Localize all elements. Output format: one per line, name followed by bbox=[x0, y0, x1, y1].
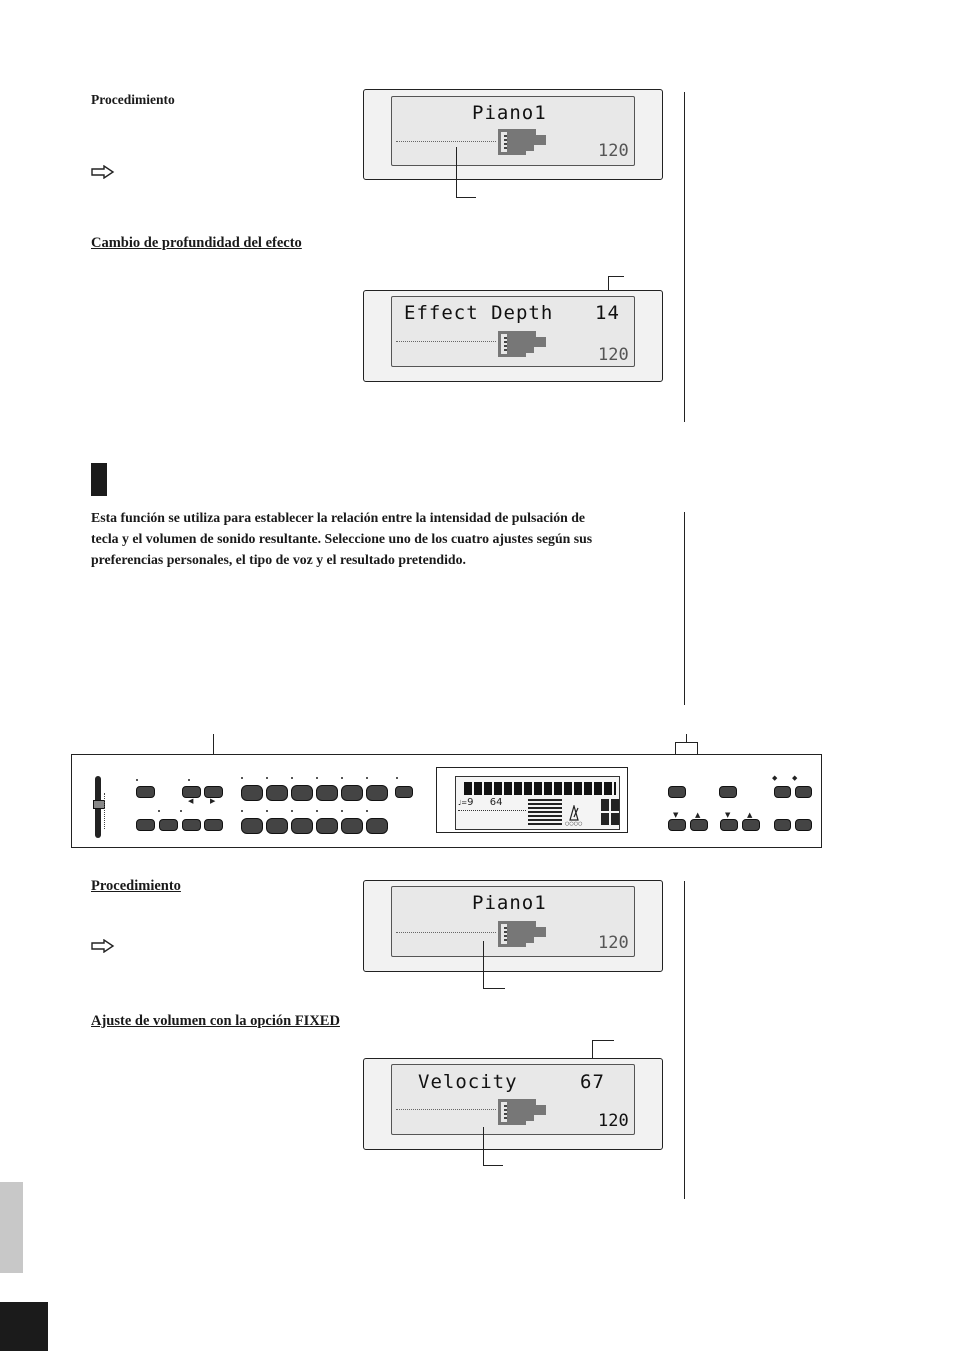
voice-button[interactable] bbox=[341, 818, 363, 834]
panel-button[interactable] bbox=[395, 786, 413, 798]
section-heading: Ajuste de volumen con la opción FIXED bbox=[91, 1013, 340, 1029]
section-marker bbox=[91, 463, 107, 496]
panel-button[interactable] bbox=[204, 819, 223, 831]
panel-button[interactable] bbox=[182, 819, 201, 831]
callout-line bbox=[456, 197, 476, 199]
panel-button[interactable] bbox=[795, 786, 812, 798]
slider-scale bbox=[104, 793, 108, 829]
lcd-voice-name: Piano1 bbox=[472, 892, 547, 914]
arrow-down-icon: ▼ bbox=[673, 811, 679, 819]
voice-button[interactable] bbox=[241, 818, 263, 834]
paragraph-line: tecla y el volumen de sonido resultante. Seleccione uno de los cuatro ajustes según sus bbox=[91, 531, 593, 546]
piano-icon bbox=[496, 1097, 548, 1127]
voice-button[interactable] bbox=[241, 785, 263, 801]
control-panel bbox=[71, 754, 822, 848]
lcd-display bbox=[363, 880, 663, 972]
arrow-right-icon: ▶ bbox=[210, 797, 216, 805]
callout-line bbox=[483, 941, 485, 988]
lcd-display bbox=[363, 290, 663, 382]
voice-button[interactable] bbox=[291, 785, 313, 801]
lcd-voice-name: Piano1 bbox=[472, 102, 547, 124]
chapter-tab bbox=[0, 1182, 23, 1273]
page-number-tab bbox=[0, 1302, 48, 1351]
procedure-label: Procedimiento bbox=[91, 92, 175, 107]
piano-icon bbox=[496, 127, 548, 157]
paragraph-line: preferencias personales, el tipo de voz y el resultado pretendido. bbox=[91, 552, 466, 567]
callout-line bbox=[592, 1040, 614, 1042]
lcd-tempo: 120 bbox=[598, 141, 629, 161]
voice-button[interactable] bbox=[291, 818, 313, 834]
lcd-parameter-value: 14 bbox=[595, 302, 620, 324]
section-heading: Cambio de profundidad del efecto bbox=[91, 235, 302, 251]
lcd-digit-block bbox=[601, 799, 621, 825]
panel-button[interactable] bbox=[136, 786, 155, 798]
callout-line bbox=[483, 988, 505, 990]
panel-button[interactable] bbox=[668, 786, 686, 798]
lcd-tempo: 120 bbox=[598, 933, 629, 953]
arrow-up-icon: ▲ bbox=[747, 811, 753, 819]
column-rule bbox=[684, 881, 685, 1199]
lcd-display bbox=[363, 89, 663, 180]
panel-button[interactable] bbox=[159, 819, 178, 831]
voice-button[interactable] bbox=[266, 818, 288, 834]
arrow-up-icon: ▲ bbox=[695, 811, 701, 819]
panel-button[interactable] bbox=[136, 819, 155, 831]
procedure-label: Procedimiento bbox=[91, 878, 181, 894]
lcd-tempo: 120 bbox=[598, 345, 629, 365]
lcd-dot-matrix bbox=[464, 782, 616, 795]
velocity-down-button[interactable] bbox=[668, 819, 686, 831]
callout-line bbox=[686, 734, 688, 743]
panel-button[interactable] bbox=[774, 786, 791, 798]
voice-button[interactable] bbox=[366, 785, 388, 801]
intro-paragraph bbox=[91, 507, 671, 570]
arrow-right-outline-icon bbox=[91, 165, 115, 179]
arrow-left-icon: ◀ bbox=[188, 797, 194, 805]
lcd-parameter-name: Velocity bbox=[418, 1071, 518, 1093]
velocity-up-button[interactable] bbox=[690, 819, 708, 831]
panel-lcd: ♩=9 64 ○○○○ bbox=[436, 767, 628, 833]
panel-button[interactable] bbox=[719, 786, 737, 798]
paragraph-line: Esta función se utiliza para establecer la relación entre la intensidad de pulsación de bbox=[91, 510, 586, 525]
diamond-indicator: ◆ bbox=[792, 774, 798, 782]
lcd-indicator: ♩=9 64 bbox=[458, 797, 503, 808]
lcd-display bbox=[363, 1058, 663, 1150]
voice-button[interactable] bbox=[266, 785, 288, 801]
callout-line bbox=[483, 1127, 485, 1165]
piano-icon bbox=[496, 329, 548, 359]
panel-button[interactable] bbox=[742, 819, 760, 831]
panel-button[interactable] bbox=[795, 819, 812, 831]
voice-button[interactable] bbox=[316, 785, 338, 801]
arrow-right-outline-icon bbox=[91, 939, 115, 953]
voice-button[interactable] bbox=[341, 785, 363, 801]
voice-button[interactable] bbox=[316, 818, 338, 834]
panel-button[interactable] bbox=[774, 819, 791, 831]
piano-icon bbox=[496, 919, 548, 949]
panel-button[interactable] bbox=[720, 819, 738, 831]
diamond-indicator: ◆ bbox=[772, 774, 778, 782]
column-rule bbox=[684, 512, 685, 705]
lcd-tempo: 120 bbox=[598, 1111, 629, 1131]
voice-button[interactable] bbox=[366, 818, 388, 834]
callout-line bbox=[456, 147, 458, 197]
lcd-level-meter bbox=[528, 799, 562, 825]
callout-line bbox=[608, 276, 624, 278]
metronome-icon bbox=[567, 805, 581, 821]
lcd-parameter-value: 67 bbox=[580, 1071, 605, 1093]
callout-line bbox=[483, 1165, 503, 1167]
arrow-down-icon: ▼ bbox=[725, 811, 731, 819]
column-rule bbox=[684, 92, 685, 422]
lcd-parameter-name: Effect Depth bbox=[404, 302, 554, 324]
